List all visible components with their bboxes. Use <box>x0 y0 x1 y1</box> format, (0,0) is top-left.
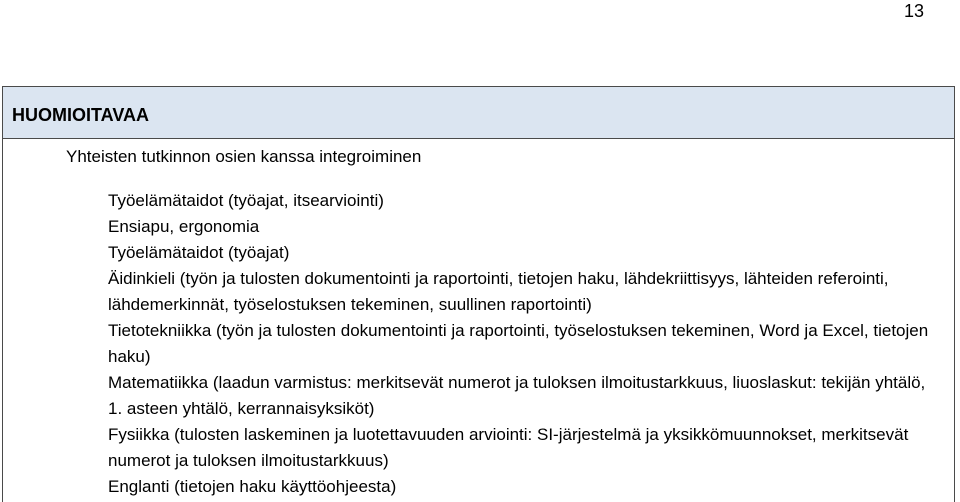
list-item-work-skills: Työelämätaidot (työajat) <box>108 243 290 262</box>
section-title: HUOMIOITAVAA <box>12 105 149 125</box>
list-item-mother-tongue: Äidinkieli (työn ja tulosten dokumentointi ja raportointi, tietojen haku, lähdekriittisyys, lähteiden referointi, lähdemerkinnät, työselostuksen tekeminen, suullinen raportointi) <box>108 269 889 314</box>
list-item-work-skills-self: Työelämätaidot (työajat, itsearviointi) <box>108 191 384 210</box>
list-item-it: Tietotekniikka (työn ja tulosten dokumentointi ja raportointi, työselostuksen tekeminen, Word ja Excel, tietojen haku) <box>108 321 929 366</box>
list-item-english: Englanti (tietojen haku käyttöohjeesta) <box>108 477 397 496</box>
notes-header <box>3 87 954 139</box>
list-item-physics: Fysiikka (tulosten laskeminen ja luotettavuuden arviointi: SI-järjestelmä ja yksikkömuunnokset, merkitsevät numerot ja tuloksen ilmoitustarkkuus) <box>108 425 909 470</box>
list-item-first-aid: Ensiapu, ergonomia <box>108 217 260 236</box>
integration-list <box>108 188 944 500</box>
section-subtitle: Yhteisten tutkinnon osien kanssa integroiminen <box>66 147 422 166</box>
list-item-mathematics: Matematiikka (laadun varmistus: merkitsevät numerot ja tuloksen ilmoitustarkkuus, liuoslaskut: tekijän yhtälö, 1. asteen yhtälö, kerrannaisyksiköt) <box>108 373 926 418</box>
page-number: 13 <box>903 1 924 21</box>
notes-box <box>2 86 955 502</box>
